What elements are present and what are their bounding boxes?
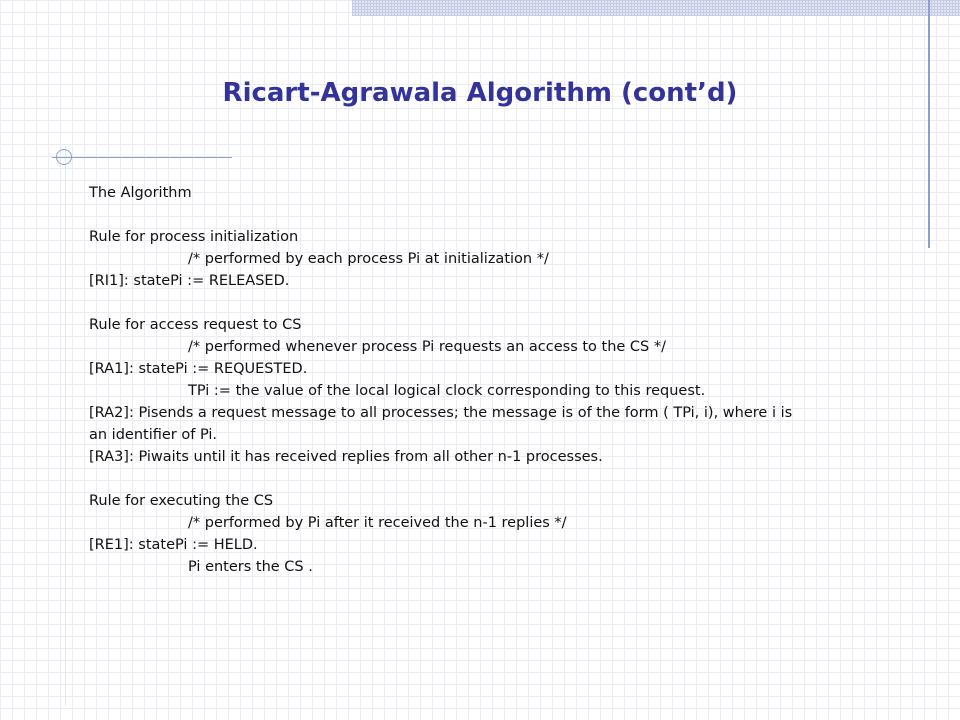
rule-access-request: Rule for access request to CS (89, 317, 302, 333)
slide-body (89, 182, 929, 578)
decorative-horizontal-line (52, 157, 232, 158)
comment-access-request: /* performed whenever process Pi requests an access to the CS */ (188, 339, 666, 355)
rule-ra1: [RA1]: statePi := REQUESTED. (89, 361, 308, 377)
rule-ra1-timestamp: TPi := the value of the local logical clock corresponding to this request. (188, 383, 706, 399)
decorative-ring (56, 149, 72, 165)
rule-ri1: [RI1]: statePi := RELEASED. (89, 273, 290, 289)
rule-ra2: [RA2]: Pisends a request message to all processes; the message is of the form ( TPi, i), where i is (89, 405, 793, 421)
decorative-faint-line (65, 146, 66, 706)
rule-initialization: Rule for process initialization (89, 229, 299, 245)
comment-executing-cs: /* performed by Pi after it received the n-1 replies */ (188, 515, 567, 531)
rule-re1-enter: Pi enters the CS . (188, 559, 313, 575)
rule-executing-cs: Rule for executing the CS (89, 493, 274, 509)
slide-title: Ricart-Agrawala Algorithm (cont’d) (222, 78, 738, 108)
rule-ra3: [RA3]: Piwaits until it has received replies from all other n-1 processes. (89, 449, 603, 465)
rule-re1: [RE1]: statePi := HELD. (89, 537, 258, 553)
spacer (89, 292, 929, 314)
spacer (89, 204, 929, 226)
comment-initialization: /* performed by each process Pi at initialization */ (188, 251, 549, 267)
rule-ra2-continued: an identifier of Pi. (89, 427, 218, 443)
corner-pattern (352, 0, 960, 16)
spacer (89, 468, 929, 490)
heading-the-algorithm: The Algorithm (89, 185, 192, 201)
